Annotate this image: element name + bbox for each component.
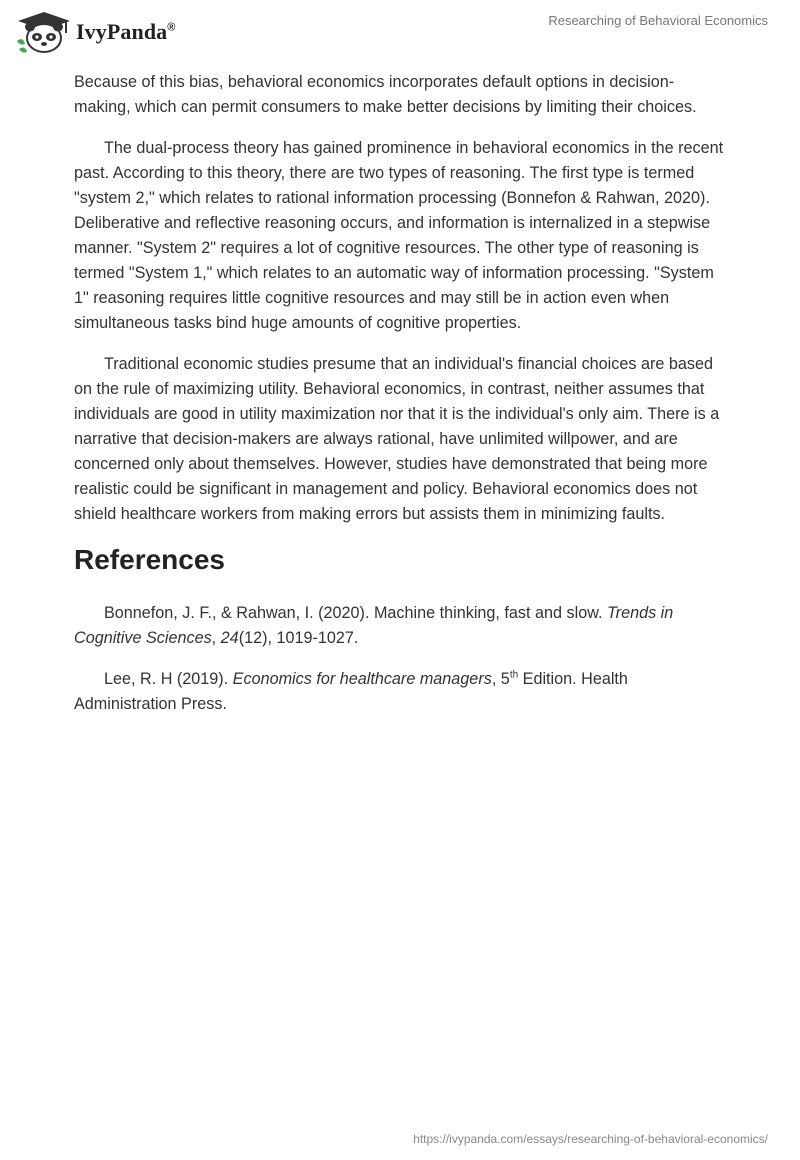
running-title: Researching of Behavioral Economics <box>548 13 768 28</box>
reference-authors: Bonnefon, J. F., & Rahwan, I. (2020). Machine thinking, fast and slow. <box>104 604 607 622</box>
reference-book-title: Economics for healthcare managers <box>232 670 492 688</box>
body-paragraph: Because of this bias, behavioral economics incorporates default options in decision-making, which can permit consumers to make better decisions by limiting their choices. <box>74 73 697 116</box>
reference-volume: 24 <box>220 629 239 647</box>
reference-separator: , <box>211 629 221 647</box>
source-url[interactable]: https://ivypanda.com/essays/researching-of-behavioral-economics/ <box>413 1132 768 1146</box>
body-paragraph: The dual-process theory has gained prominence in behavioral economics in the recent past. According to this theory, there are two types of reasoning. The first type is termed "system 2," which relates to rational information processing (Bonnefon & Rahwan, 2020). Deliberative and reflective reasoning occurs, and information is internalized in a stepwise manner. "System 2" requires a lot of cognitive resources. The other type of reasoning is termed "System 1," which relates to an automatic way of information processing. "System 1" reasoning requires little cognitive resources and may still be in action even when simultaneous tasks bind huge amounts of cognitive properties. <box>74 139 724 332</box>
reference-edition: , 5 <box>491 670 510 688</box>
reference-details: Edition. Health Administration Press. <box>74 670 628 713</box>
reference-entry <box>74 667 724 717</box>
reference-details: (12), 1019-1027. <box>238 629 359 647</box>
references-heading: References <box>74 544 225 575</box>
essay-content <box>74 70 724 733</box>
body-paragraph: Traditional economic studies presume that an individual's financial choices are based on the rule of maximizing utility. Behavioral economics, in contrast, neither assumes that individuals are good in utility maximization nor that it is the individual's only aim. There is a narrative that decision-makers are always rational, have unlimited willpower, and are concerned only about themselves. However, studies have demonstrated that being more realistic could be significant in management and policy. Behavioral economics does not shield healthcare workers from making errors but assists them in minimizing faults. <box>74 355 720 523</box>
reference-authors: Lee, R. H (2019). <box>104 670 233 688</box>
panda-graduation-cap-logo-icon <box>14 10 74 54</box>
registered-mark: ® <box>167 21 176 34</box>
reference-edition-suffix: th <box>509 669 519 681</box>
reference-entry <box>74 601 724 651</box>
brand-logo[interactable] <box>14 8 176 56</box>
page-header <box>0 0 800 64</box>
brand-name: IvyPanda® <box>76 19 176 44</box>
reference-journal: Trends in Cognitive Sciences <box>74 604 674 647</box>
